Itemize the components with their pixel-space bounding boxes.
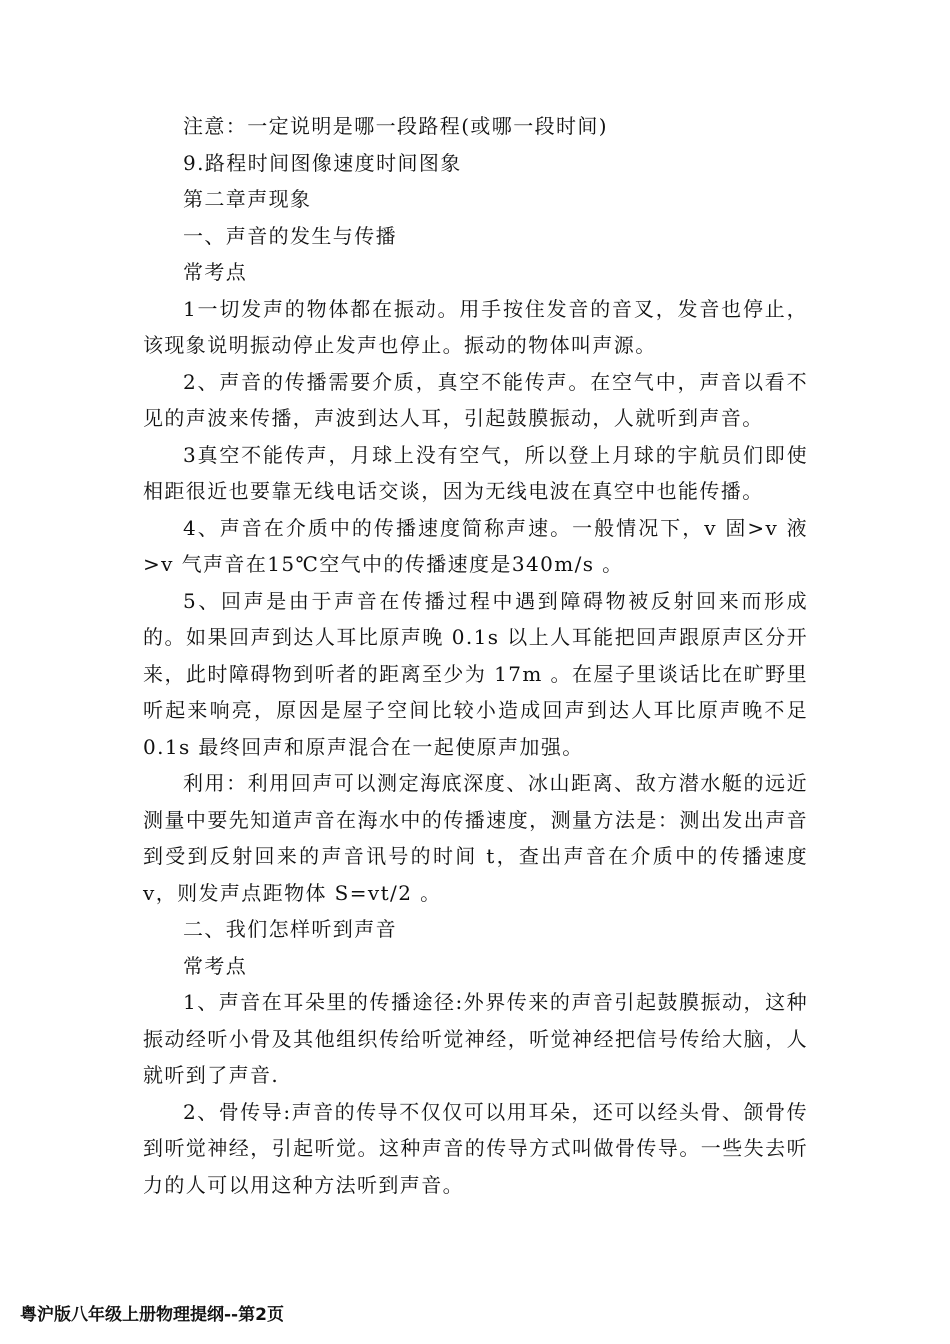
section-heading-sound-origin: 一、声音的发生与传播	[183, 223, 397, 248]
paragraph-graph-item: 9.路程时间图像速度时间图象	[183, 150, 462, 175]
chapter-title: 第二章声现象	[183, 187, 312, 211]
paragraph-point-4: 4、声音在介质中的传播速度简称声速。一般情况下，v 固>v 液>v 气声音在15℃空气中的传播速度是340m/s 。	[143, 515, 808, 576]
page-footer: 粤沪版八年级上册物理提纲--第2页	[20, 1305, 284, 1325]
document-body	[143, 108, 808, 1203]
paragraph-point-3: 3真空不能传声，月球上没有空气，所以登上月球的宇航员们即使相距很近也要靠无线电话交谈，因为无线电波在真空中也能传播。	[143, 442, 808, 503]
paragraph-hearing-point-1: 1、声音在耳朵里的传播途径:外界传来的声音引起鼓膜振动，这种振动经听小骨及其他组织传给听觉神经，听觉神经把信号传给大脑，人就听到了声音.	[143, 990, 808, 1087]
paragraph-point-1: 1一切发声的物体都在振动。用手按住发音的音叉，发音也停止，该现象说明振动停止发声也停止。振动的物体叫声源。	[143, 296, 808, 357]
paragraph-echo-use: 利用：利用回声可以测定海底深度、冰山距离、敌方潜水艇的远近测量中要先知道声音在海水中的传播速度，测量方法是：测出发出声音到受到反射回来的声音讯号的时间 t，查出声音在介质中的传播速度 v，则发声点距物体 S=vt/2 。	[143, 771, 808, 905]
paragraph-hearing-point-2: 2、骨传导:声音的传导不仅仅可以用耳朵，还可以经头骨、颌骨传到听觉神经，引起听觉。这种声音的传导方式叫做骨传导。一些失去听力的人可以用这种方法听到声音。	[143, 1099, 808, 1197]
paragraph-note: 注意：一定说明是哪一段路程(或哪一段时间)	[183, 114, 609, 138]
subheading-key-points: 常考点	[183, 260, 248, 284]
paragraph-point-2: 2、声音的传播需要介质，真空不能传声。在空气中，声音以看不见的声波来传播，声波到达人耳，引起鼓膜振动，人就听到声音。	[143, 369, 808, 430]
section-heading-hearing: 二、我们怎样听到声音	[183, 917, 397, 941]
subheading-key-points-2: 常考点	[183, 953, 248, 978]
paragraph-point-5: 5、回声是由于声音在传播过程中遇到障碍物被反射回来而形成的。如果回声到达人耳比原声晚 0.1s 以上人耳能把回声跟原声区分开来，此时障碍物到听者的距离至少为 17m 。在屋子里谈话比在旷野里听起来响亮，原因是屋子空间比较小造成回声到达人耳比原声晚不足 0.1s 最终回声和原声混合在一起使原声加强。	[143, 588, 808, 759]
